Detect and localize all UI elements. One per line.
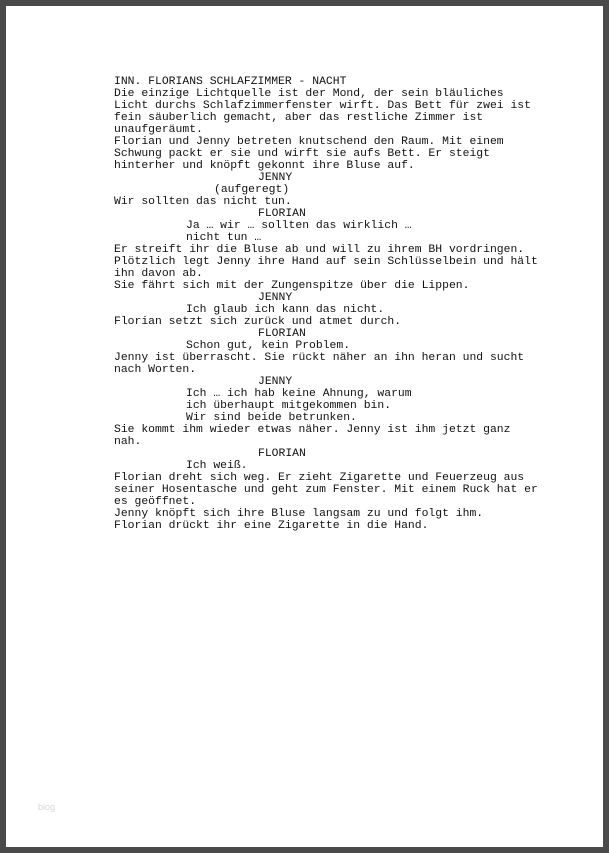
watermark-text: blog bbox=[38, 802, 56, 812]
action-line: Florian setzt sich zurück und atmet durch. bbox=[114, 316, 402, 328]
character-name: FLORIAN bbox=[258, 208, 306, 220]
action-line: Florian drückt ihr eine Zigarette in die Hand. bbox=[114, 520, 429, 532]
action-line: Sie fährt sich mit der Zungenspitze über die Lippen. bbox=[114, 280, 470, 292]
action-line: Er streift ihr die Bluse ab und will zu ihrem BH vordringen. bbox=[114, 244, 525, 256]
parenthetical: (aufgeregt) bbox=[214, 184, 290, 196]
script-page bbox=[6, 6, 603, 847]
character-name: JENNY bbox=[258, 172, 293, 184]
action-line: Sie kommt ihm wieder etwas näher. Jenny ist ihm jetzt ganz nah. bbox=[114, 424, 511, 448]
action-line: Jenny ist überrascht. Sie rückt näher an ihn heran und sucht nach Worten. bbox=[114, 352, 525, 376]
dialogue-line: Ja … wir … sollten das wirklich … nicht tun … bbox=[186, 220, 412, 244]
action-line: Plötzlich legt Jenny ihre Hand auf sein Schlüsselbein und hält ihn davon ab. bbox=[114, 256, 538, 280]
character-name: JENNY bbox=[258, 292, 293, 304]
action-line: Florian dreht sich weg. Er zieht Zigarette und Feuerzeug aus seiner Hosentasche und geht zum Fenster. Mit einem Ruck hat er es geöffnet. bbox=[114, 472, 538, 508]
character-name: FLORIAN bbox=[258, 328, 306, 340]
action-line: Jenny knöpft sich ihre Bluse langsam zu und folgt ihm. bbox=[114, 508, 484, 520]
action-line: Florian und Jenny betreten knutschend den Raum. Mit einem Schwung packt er sie und wirft sie aufs Bett. Er steigt hinterher und knöpft gekonnt ihre Bluse auf. bbox=[114, 136, 504, 172]
action-line: Wir sollten das nicht tun. bbox=[114, 196, 292, 208]
screenplay-content bbox=[114, 76, 539, 532]
action-line: Die einzige Lichtquelle ist der Mond, der sein bläuliches Licht durchs Schlafzimmerfenster wirft. Das Bett für zwei ist fein säuberlich gemacht, aber das restliche Zimmer ist unaufgeräumt. bbox=[114, 88, 531, 136]
character-name: JENNY bbox=[258, 376, 293, 388]
dialogue-line: Ich … ich hab keine Ahnung, warum ich überhaupt mitgekommen bin. Wir sind beide betrunken. bbox=[186, 388, 412, 424]
character-name: FLORIAN bbox=[258, 448, 306, 460]
scene-heading: INN. FLORIANS SCHLAFZIMMER - NACHT bbox=[114, 76, 347, 88]
dialogue-line: Ich glaub ich kann das nicht. bbox=[186, 304, 385, 316]
dialogue-line: Ich weiß. bbox=[186, 460, 248, 472]
dialogue-line: Schon gut, kein Problem. bbox=[186, 340, 351, 352]
